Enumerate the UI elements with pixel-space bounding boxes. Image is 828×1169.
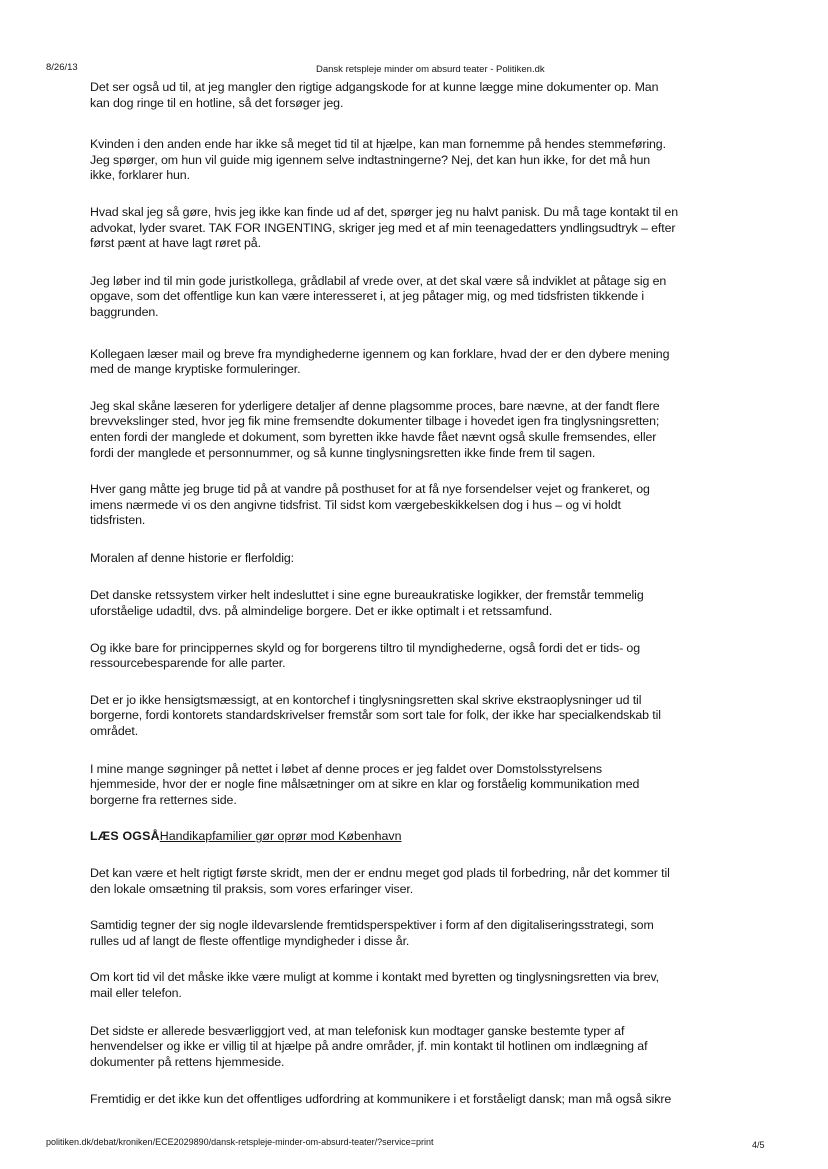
text-line: enten fordi der manglede et dokument, som byretten ikke havde fået nævnt også skulle fremsendes, eller [90, 429, 657, 444]
text-line: med de mange kryptiske formuleringer. [90, 362, 301, 377]
paragraph [90, 641, 732, 672]
paragraph [90, 970, 732, 1001]
print-date: 8/26/13 [46, 62, 78, 73]
text-line: Kollegaen læser mail og breve fra myndighederne igennem og kan forklare, hvad der er den dybere mening [90, 346, 670, 361]
text-line: Samtidig tegner der sig nogle ildevarslende fremtidsperspektiver i form af den digitaliseringsstrategi, som [90, 918, 654, 933]
text-line: opgave, som det offentlige kun kan være interesseret i, at jeg påtager mig, og med tidsfristen tikkende i [90, 289, 645, 304]
paragraph [90, 866, 732, 897]
text-line: Det ser også ud til, at jeg mangler den rigtige adgangskode for at kunne lægge mine dokumenter op. Man [90, 80, 659, 94]
text-line: tidsfristen. [90, 513, 146, 528]
text-line: kan dog ringe til en hotline, så det forsøger jeg. [90, 95, 344, 110]
text-line: Jeg løber ind til min gode juristkollega, grådlabil af vrede over, at det skal være så indviklet at påtage sig en [90, 273, 667, 288]
text-line: ressourcebesparende for alle parter. [90, 656, 286, 671]
paragraph [90, 274, 732, 321]
paragraph [90, 205, 732, 252]
paragraphs-before [90, 80, 732, 808]
article-body [90, 80, 732, 1108]
paragraph [90, 1092, 732, 1108]
page-number: 4/5 [752, 1140, 765, 1150]
text-line: borgerne fra retternes side. [90, 792, 237, 807]
text-line: baggrunden. [90, 304, 159, 319]
text-line: Det kan være et helt rigtigt første skridt, men der er endnu meget god plads til forbedring, når det kommer til [90, 866, 670, 880]
paragraph [90, 137, 732, 184]
print-header-title: Dansk retspleje minder om absurd teater - Politiken.dk [316, 64, 545, 75]
text-line: Det danske retssystem virker helt indesluttet i sine egne bureaukratiske logikker, der fremstår temmelig [90, 588, 644, 603]
text-line: uforståelige udadtil, dvs. på almindelige borgere. Det er ikke optimalt i et retssamfund. [90, 604, 553, 619]
text-line: fordi der manglede et personnummer, og så kunne tinglysningsretten ikke finde frem til sagen. [90, 445, 596, 460]
read-also-label: LÆS OGSÅ [90, 829, 160, 844]
paragraph [90, 399, 732, 461]
text-line: imens nærmede vi os den angivne tidsfrist. Til sidst kom værgebeskikkelsen dog i hus – og vi holdt [90, 497, 621, 512]
paragraphs-after [90, 866, 732, 1108]
text-line: Jeg skal skåne læseren for yderligere detaljer af denne plagsomme proces, bare nævne, at der fandt flere [90, 398, 660, 413]
paragraph [90, 1024, 732, 1071]
text-line: Moralen af denne historie er flerfoldig: [90, 550, 295, 565]
text-line: Det sidste er allerede besværliggjort ved, at man telefonisk kun modtager ganske bestemte typer af [90, 1023, 625, 1038]
text-line: Fremtidig er det ikke kun det offentliges udfordring at kommunikere i et forståeligt dansk; man må også sikre [90, 1092, 672, 1107]
text-line: Og ikke bare for princippernes skyld og for borgerens tiltro til myndighederne, også fordi det er tids- og [90, 640, 641, 655]
text-line: dokumenter på rettens hjemmeside. [90, 1054, 285, 1069]
paragraph [90, 347, 732, 378]
paragraph [90, 693, 732, 740]
paragraph [90, 80, 732, 111]
text-line: først pænt at have lagt røret på. [90, 236, 261, 251]
paragraph [90, 588, 732, 619]
text-line: advokat, lyder svaret. TAK FOR INGENTING, skriger jeg med et af min teenagedatters yndlingsudtryk – efter [90, 220, 676, 235]
print-footer-url: politiken.dk/debat/kroniken/ECE2029890/dansk-retspleje-minder-om-absurd-teater/?service=print [46, 1137, 434, 1147]
text-line: Hvad skal jeg så gøre, hvis jeg ikke kan finde ud af det, spørger jeg nu halvt panisk. Du må tage kontakt til en [90, 204, 678, 219]
text-line: I mine mange søgninger på nettet i løbet af denne proces er jeg faldet over Domstolsstyrelsens [90, 761, 602, 776]
text-line: hjemmeside, hvor der er nogle fine målsætninger om at sikre en klar og forståelig kommunikation med [90, 777, 640, 792]
text-line: borgerne, fordi kontorets standardskrivelser fremstår som sort tale for folk, der ikke har specialkendskab til [90, 708, 661, 723]
text-line: området. [90, 724, 139, 739]
text-line: mail eller telefon. [90, 985, 182, 1000]
paragraph [90, 762, 732, 809]
text-line: brevvekslinger sted, hvor jeg fik mine fremsendte dokumenter tilbage i hovedet igen fra tinglysningsretten; [90, 414, 660, 429]
text-line: henvendelser og ikke er villig til at hjælpe på andre områder, jf. min kontakt til hotlinen om indlægning af [90, 1039, 648, 1054]
paragraph [90, 918, 732, 949]
text-line: Det er jo ikke hensigtsmæssigt, at en kontorchef i tinglysningsretten skal skrive ekstraoplysninger ud til [90, 692, 642, 707]
read-also-link[interactable]: Handikapfamilier gør oprør mod København [159, 829, 402, 844]
text-line: Om kort tid vil det måske ikke være muligt at komme i kontakt med byretten og tinglysningsretten via brev, [90, 970, 660, 985]
read-also [90, 829, 732, 845]
paragraph [90, 551, 732, 567]
text-line: ikke, forklarer hun. [90, 168, 190, 183]
paragraph [90, 482, 732, 529]
text-line: Jeg spørger, om hun vil guide mig igennem selve indtastningerne? Nej, det kan hun ikke, for det må hun [90, 152, 651, 167]
text-line: den lokale omsætning til praksis, som vores erfaringer viser. [90, 881, 414, 896]
text-line: Hver gang måtte jeg bruge tid på at vandre på posthuset for at få nye forsendelser vejet og frankeret, og [90, 482, 650, 497]
text-line: Kvinden i den anden ende har ikke så meget tid til at hjælpe, kan man fornemme på hendes stemmeføring. [90, 137, 666, 152]
text-line: rulles ud af langt de fleste offentlige myndigheder i disse år. [90, 933, 410, 948]
